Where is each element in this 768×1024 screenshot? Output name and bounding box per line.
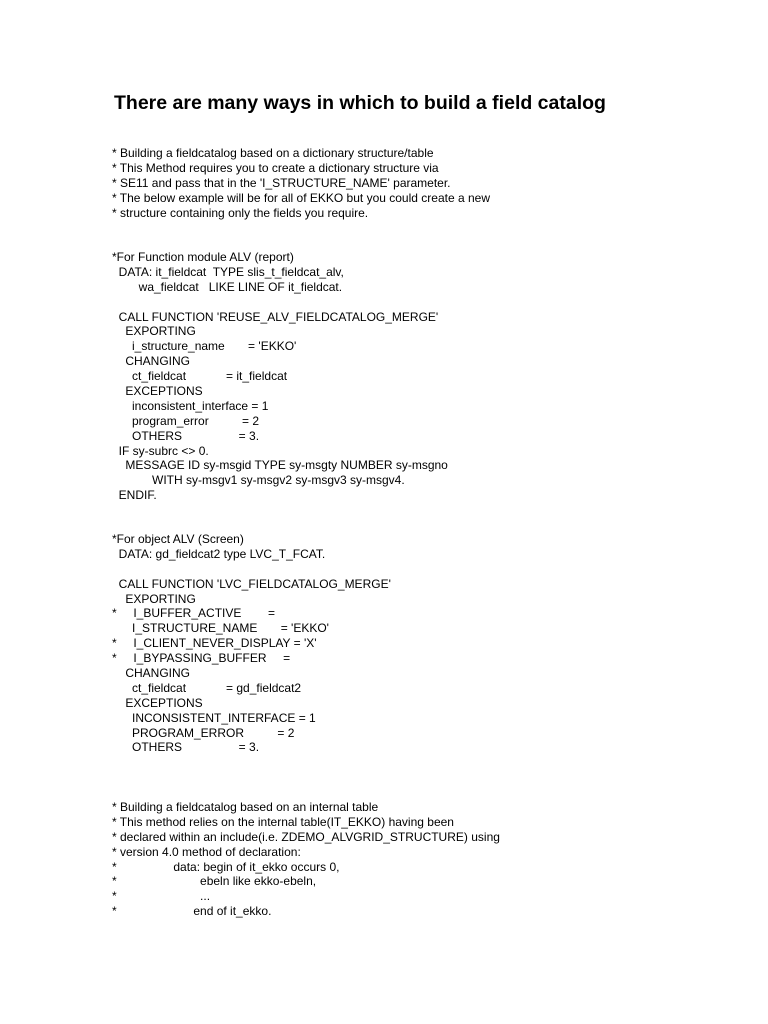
code-line: PROGRAM_ERROR = 2 [112, 725, 295, 740]
code-line: * data: begin of it_ekko occurs 0, [112, 859, 340, 874]
code-line: * version 4.0 method of declaration: [112, 844, 301, 859]
code-line: EXPORTING [112, 591, 196, 606]
code-line: wa_fieldcat LIKE LINE OF it_fieldcat. [112, 279, 343, 294]
code-line: OTHERS = 3. [112, 428, 260, 443]
code-line: *For object ALV (Screen) [112, 532, 244, 546]
code-line: * SE11 and pass that in the 'I_STRUCTURE_NAME' parameter. [112, 175, 451, 190]
code-line: EXPORTING [112, 324, 196, 339]
code-line: ct_fieldcat = gd_fieldcat2 [112, 680, 302, 695]
code-line: * This method relies on the internal table(IT_EKKO) having been [112, 814, 454, 829]
code-line: I_STRUCTURE_NAME = 'EKKO' [112, 621, 329, 636]
code-line: MESSAGE ID sy-msgid TYPE sy-msgty NUMBER sy-msgno [112, 458, 448, 473]
code-line: * The below example will be for all of EKKO but you could create a new [112, 190, 490, 205]
code-line: * ... [112, 889, 211, 904]
code-line: DATA: gd_fieldcat2 type LVC_T_FCAT. [112, 546, 326, 561]
code-line: inconsistent_interface = 1 [112, 398, 269, 413]
code-line: CHANGING [112, 354, 191, 369]
code-line: * This Method requires you to create a dictionary structure via [112, 160, 439, 175]
internal-table-comment-block [112, 800, 500, 919]
code-line: EXCEPTIONS [112, 695, 203, 710]
intro-comment-block [112, 146, 490, 220]
code-line: * structure containing only the fields you require. [112, 205, 369, 220]
code-line: WITH sy-msgv1 sy-msgv2 sy-msgv3 sy-msgv4. [112, 473, 405, 488]
code-line: DATA: it_fieldcat TYPE slis_t_fieldcat_alv, [112, 264, 344, 279]
code-line: ct_fieldcat = it_fieldcat [112, 369, 288, 384]
function-module-code-block [112, 250, 448, 503]
code-line: INCONSISTENT_INTERFACE = 1 [112, 710, 316, 725]
object-alv-code-block [112, 532, 391, 755]
code-line: *For Function module ALV (report) [112, 250, 294, 264]
code-line: * declared within an include(i.e. ZDEMO_ALVGRID_STRUCTURE) using [112, 829, 500, 844]
code-line: * I_BUFFER_ACTIVE = [112, 606, 276, 621]
code-line: OTHERS = 3. [112, 740, 260, 755]
code-line: program_error = 2 [112, 413, 260, 428]
code-line: * Building a fieldcatalog based on a dictionary structure/table [112, 146, 434, 160]
code-line: ENDIF. [112, 488, 157, 503]
code-line: CALL FUNCTION 'REUSE_ALV_FIELDCATALOG_MERGE' [112, 309, 439, 324]
code-line: * I_BYPASSING_BUFFER = [112, 651, 291, 666]
code-line: * I_CLIENT_NEVER_DISPLAY = 'X' [112, 636, 317, 651]
code-line: * Building a fieldcatalog based on an internal table [112, 800, 379, 814]
code-line: * ebeln like ekko-ebeln, [112, 874, 317, 889]
document-title: There are many ways in which to build a field catalog [114, 92, 606, 114]
code-line: CHANGING [112, 666, 191, 681]
code-line [112, 295, 448, 310]
code-line: EXCEPTIONS [112, 384, 203, 399]
code-line [112, 562, 391, 577]
code-line: i_structure_name = 'EKKO' [112, 339, 297, 354]
code-line: CALL FUNCTION 'LVC_FIELDCATALOG_MERGE' [112, 576, 391, 591]
code-line: IF sy-subrc <> 0. [112, 443, 209, 458]
code-line: * end of it_ekko. [112, 904, 272, 919]
